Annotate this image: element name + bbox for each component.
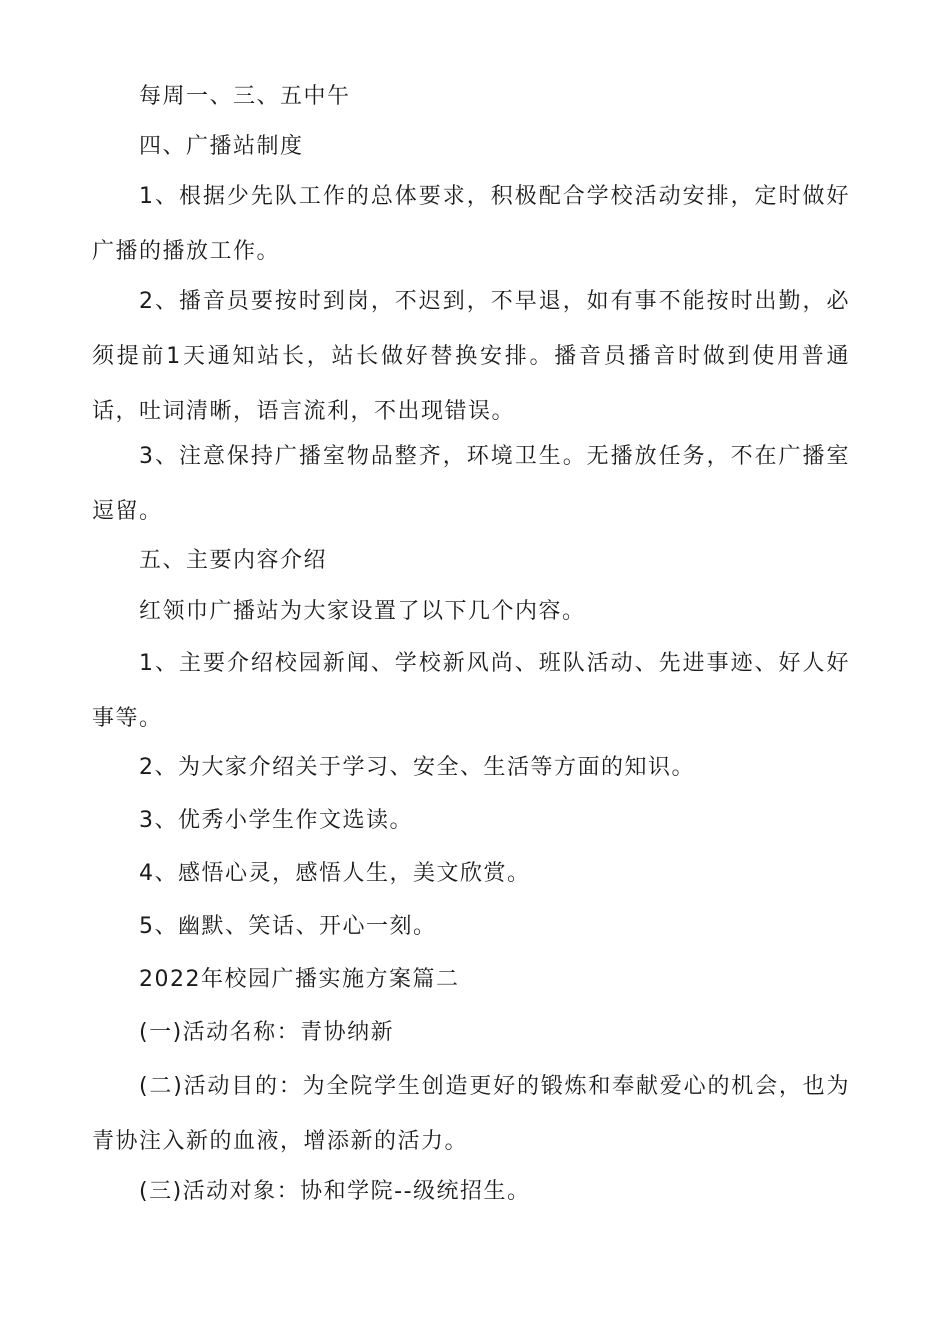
paragraph-content-1: 1、主要介绍校园新闻、学校新风尚、班队活动、先进事迹、好人好事等。	[92, 651, 850, 731]
paragraph-content-4: 4、感悟心灵，感悟人生，美文欣赏。	[139, 861, 531, 886]
paragraph-content-3: 3、优秀小学生作文选读。	[139, 808, 413, 833]
paragraph-content-intro: 红领巾广播站为大家设置了以下几个内容。	[139, 599, 586, 624]
paragraph-schedule: 每周一、三、五中午	[139, 84, 351, 109]
section-heading-rules: 四、广播站制度	[139, 134, 304, 159]
paragraph-content-5: 5、幽默、笑话、开心一刻。	[139, 914, 437, 939]
section-heading-content: 五、主要内容介绍	[139, 548, 328, 573]
section-heading-plan-2: 2022年校园广播实施方案篇二	[139, 967, 460, 992]
paragraph-activity-name: (一)活动名称：青协纳新	[139, 1020, 395, 1045]
paragraph-activity-goal: (二)活动目的：为全院学生创造更好的锻炼和奉献爱心的机会，也为青协注入新的血液，增添新的活力。	[92, 1074, 850, 1154]
paragraph-activity-target: (三)活动对象：协和学院--级统招生。	[139, 1179, 531, 1204]
paragraph-rule-2: 2、播音员要按时到岗，不迟到，不早退，如有事不能按时出勤，必须提前1天通知站长，站长做好替换安排。播音员播音时做到使用普通话，吐词清晰，语言流利，不出现错误。	[92, 289, 850, 424]
paragraph-rule-1: 1、根据少先队工作的总体要求，积极配合学校活动安排，定时做好广播的播放工作。	[92, 184, 850, 264]
paragraph-rule-3: 3、注意保持广播室物品整齐，环境卫生。无播放任务，不在广播室逗留。	[92, 444, 850, 524]
paragraph-content-2: 2、为大家介绍关于学习、安全、生活等方面的知识。	[139, 755, 695, 780]
